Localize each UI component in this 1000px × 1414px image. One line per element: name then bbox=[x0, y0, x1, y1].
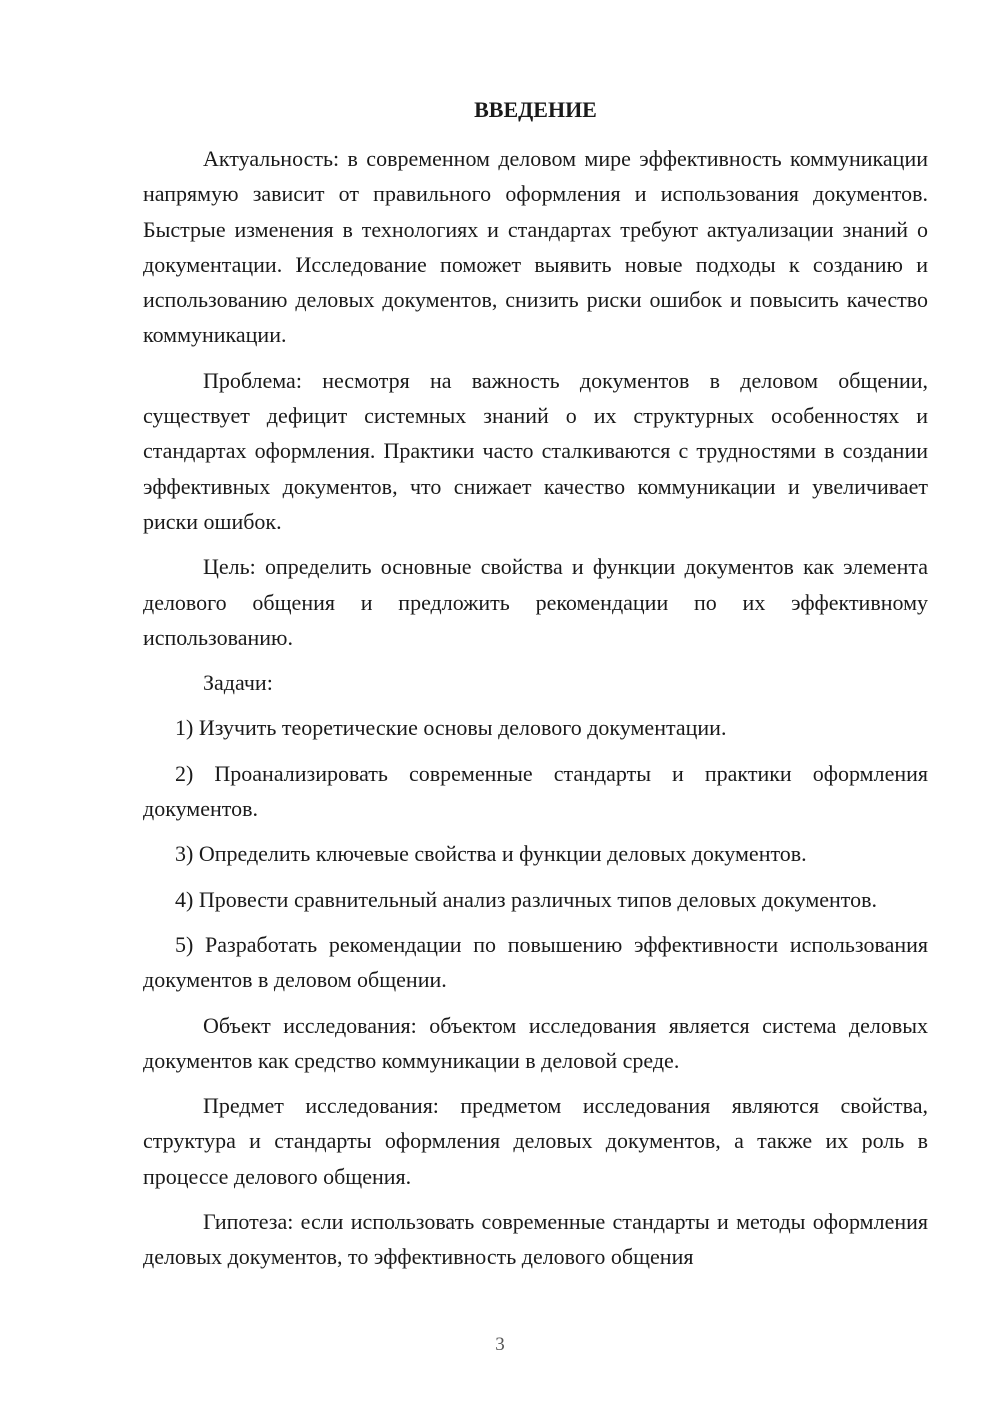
paragraph-tasks-heading: Задачи: bbox=[203, 670, 273, 696]
paragraph-problem: Проблема: несмотря на важность документов в деловом общении, существует дефицит системных знаний о их структурных особенностях и стандартах оформления. Практики часто сталкиваются с трудностями в создании эффективных документов, что снижает качество коммуникации и увеличивает риски ошибок. bbox=[143, 367, 928, 534]
paragraph-relevance: Актуальность: в современном деловом мире эффективность коммуникации напрямую зависит от правильного оформления и использования документов. Быстрые изменения в технологиях и стандартах требуют актуализации знаний о документации. Исследование поможет выявить новые подходы к созданию и использованию деловых документов, снизить риски ошибок и повысить качество коммуникации. bbox=[143, 146, 928, 348]
page-number: 3 bbox=[495, 1334, 505, 1355]
task-item-4: 4) Провести сравнительный анализ различных типов деловых документов. bbox=[175, 886, 877, 912]
paragraph-hypothesis: Гипотеза: если использовать современные стандарты и методы оформления деловых документов, то эффективность делового общения bbox=[143, 1209, 928, 1270]
task-item-2: 2) Проанализировать современные стандарты и практики оформления документов. bbox=[143, 760, 928, 822]
paragraph-subject: Предмет исследования: предметом исследования являются свойства, структура и стандарты оформления деловых документов, а также их роль в процессе делового общения. bbox=[143, 1093, 928, 1189]
page-content bbox=[143, 92, 928, 1285]
page-title: ВВЕДЕНИЕ bbox=[474, 97, 597, 122]
paragraph-goal: Цель: определить основные свойства и функции документов как элемента делового общения и предложить рекомендации по их эффективному использованию. bbox=[143, 554, 928, 650]
task-item-3: 3) Определить ключевые свойства и функции деловых документов. bbox=[175, 841, 807, 867]
task-item-5: 5) Разработать рекомендации по повышению эффективности использования документов в деловом общении. bbox=[143, 931, 928, 993]
task-item-1: 1) Изучить теоретические основы делового документации. bbox=[175, 715, 727, 741]
paragraph-object: Объект исследования: объектом исследования является система деловых документов как средство коммуникации в деловой среде. bbox=[143, 1012, 928, 1073]
